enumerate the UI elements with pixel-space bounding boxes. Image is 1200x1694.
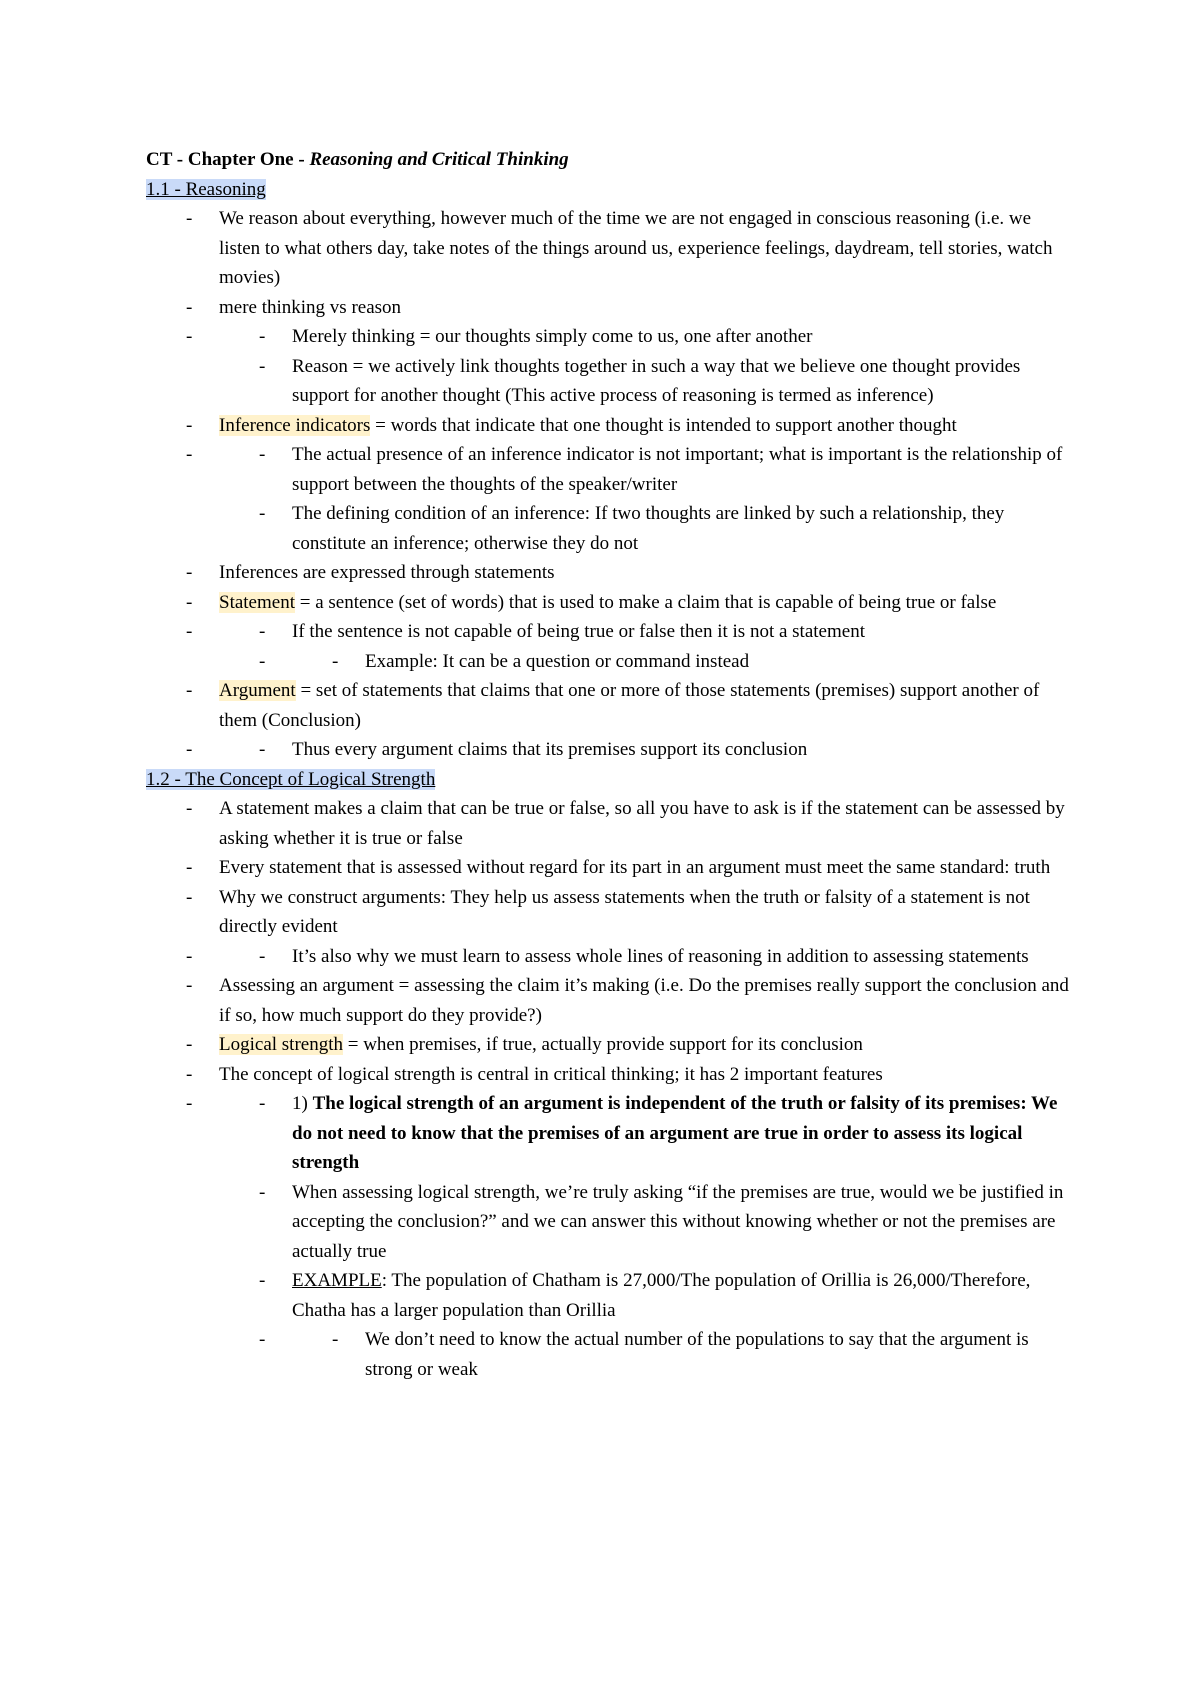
list-item-text: = a sentence (set of words) that is used to make a claim that is capable of being true or false — [294, 591, 997, 613]
title-prefix: CT - Chapter One - — [146, 149, 310, 170]
list-item: - - We don’t need to know the actual number of the populations to say that the argument is strong or weak — [146, 1325, 1076, 1384]
highlighted-term: Inference indicators — [219, 414, 371, 436]
list-item: - - Example: It can be a question or command instead — [146, 647, 1076, 677]
list-item: - We reason about everything, however much of the time we are not engaged in conscious reasoning (i.e. we listen to what others day, take notes of the things around us, experience feelings, daydream, tell stories, watch movies) — [146, 204, 1076, 293]
list-item: - - Thus every argument claims that its premises support its conclusion — [146, 735, 1076, 765]
list-item-text: : The population of Chatham is 27,000/The population of Orillia is 26,000/Therefore, Chatha has a larger population than Orillia — [292, 1270, 1031, 1321]
list-item: - The concept of logical strength is central in critical thinking; it has 2 important features — [146, 1060, 1076, 1090]
document-title — [146, 145, 1076, 175]
list-item-text: = when premises, if true, actually provide support for its conclusion — [343, 1034, 863, 1055]
sublist — [146, 1325, 1076, 1384]
list-item: - mere thinking vs reason — [146, 293, 1076, 323]
sublist — [146, 1089, 1076, 1384]
list-item — [146, 676, 1076, 735]
list-item: - - Merely thinking = our thoughts simply come to us, one after another — [146, 322, 1076, 352]
sublist — [146, 440, 1076, 558]
sublist — [146, 322, 1076, 411]
list-item: - A statement makes a claim that can be true or false, so all you have to ask is if the statement can be assessed by asking whether it is true or false — [146, 794, 1076, 853]
sublist — [146, 735, 1076, 765]
sublist-container — [146, 1089, 1076, 1384]
sublist — [146, 647, 1076, 677]
sublist-container — [146, 647, 1076, 677]
highlighted-term: Statement — [219, 591, 295, 613]
sublist-container — [146, 440, 1076, 558]
sublist-container — [146, 735, 1076, 765]
sublist-container — [146, 942, 1076, 972]
section-heading-reasoning — [146, 175, 1076, 205]
list-item: - Inferences are expressed through statements — [146, 558, 1076, 588]
sublist-container — [146, 1325, 1076, 1384]
list-item — [146, 588, 1076, 618]
list-item — [146, 1089, 1076, 1178]
highlighted-term: Logical strength — [219, 1034, 343, 1055]
list-item-text: = set of statements that claims that one or more of those statements (premises) support another of them (Conclusion) — [219, 680, 1040, 731]
sublist — [146, 617, 1076, 676]
sublist — [146, 942, 1076, 972]
example-label: EXAMPLE — [292, 1270, 382, 1291]
list-item: - When assessing logical strength, we’re truly asking “if the premises are true, would we be justified in accepting the conclusion?” and we can answer this without knowing whether or not the premises are actually true — [146, 1178, 1076, 1267]
list-item-text: = words that indicate that one thought is intended to support another thought — [370, 414, 957, 436]
section-heading-text: 1.1 - Reasoning — [146, 178, 266, 200]
list-item — [146, 1266, 1076, 1325]
highlighted-term: Argument — [219, 680, 296, 701]
section-2-list — [146, 794, 1076, 1384]
list-item: - - If the sentence is not capable of being true or false then it is not a statement — [146, 617, 1076, 647]
title-subtitle: Reasoning and Critical Thinking — [309, 149, 569, 170]
document-body — [146, 145, 1076, 1384]
bold-statement: The logical strength of an argument is independent of the truth or falsity of its premises: We do not need to know that the premises of an argument are true in order to assess its logical strength — [292, 1093, 1058, 1173]
list-item: - Reason = we actively link thoughts together in such a way that we believe one thought provides support for another thought (This active process of reasoning is termed as inference) — [146, 352, 1076, 411]
section-1-list — [146, 204, 1076, 765]
list-item: - - It’s also why we must learn to assess whole lines of reasoning in addition to assessing statements — [146, 942, 1076, 972]
sublist-container — [146, 617, 1076, 676]
list-item: - - The actual presence of an inference indicator is not important; what is important is the relationship of support between the thoughts of the speaker/writer — [146, 440, 1076, 499]
sublist-container — [146, 322, 1076, 411]
list-item: - Every statement that is assessed without regard for its part in an argument must meet the same standard: truth — [146, 853, 1076, 883]
section-heading-text: 1.2 - The Concept of Logical Strength — [146, 768, 436, 790]
list-item: - Why we construct arguments: They help us assess statements when the truth or falsity of a statement is not directly evident — [146, 883, 1076, 942]
list-item — [146, 411, 1076, 441]
list-item — [146, 1030, 1076, 1060]
section-heading-logical-strength — [146, 765, 1076, 795]
list-item-prefix: 1) — [292, 1093, 313, 1114]
list-item: - The defining condition of an inference: If two thoughts are linked by such a relationship, they constitute an inference; otherwise they do not — [146, 499, 1076, 558]
list-item: - Assessing an argument = assessing the claim it’s making (i.e. Do the premises really support the conclusion and if so, how much support do they provide?) — [146, 971, 1076, 1030]
